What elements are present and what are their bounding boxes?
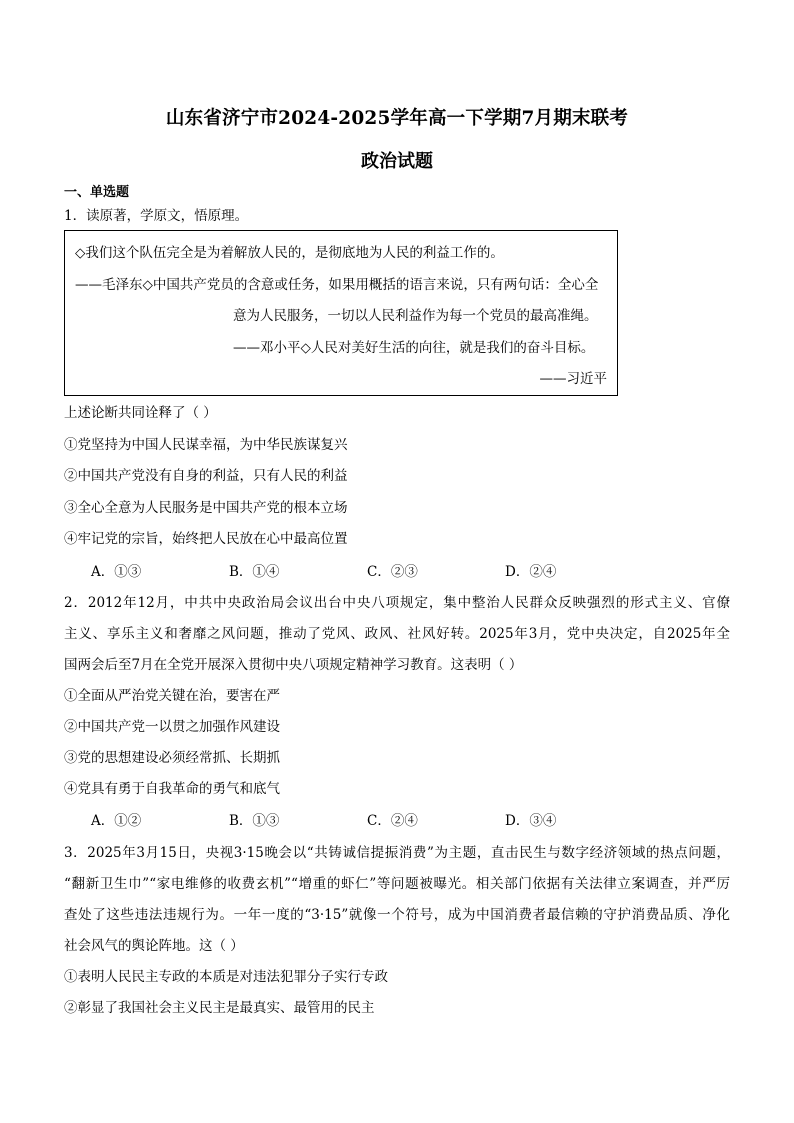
quote-line-2: ——毛泽东◇中国共产党员的含意或任务，如果用概括的语言来说，只有两句话：全心全 [75, 277, 599, 293]
q1-option-2: ②中国共产党没有自身的利益，只有人民的利益 [64, 468, 348, 484]
q1-choice-b[interactable]: B．①④ [229, 564, 280, 580]
q2-option-4: ④党具有勇于自我革命的勇气和底气 [64, 781, 280, 797]
q2-text-line-1: 2．2012年12月，中共中央政治局会议出台中央八项规定，集中整治人民群众反映强烈的形式主义、官僚 [64, 595, 730, 611]
quote-line-1: ◇我们这个队伍完全是为着解放人民的，是彻底地为人民的利益工作的。 [75, 245, 504, 261]
q3-text-line-1: 3．2025年3月15日，央视3·15晚会以“共铸诚信提振消费”为主题，直击民生与数字经济领域的热点问题， [64, 845, 730, 861]
quote-line-4: ——邓小平◇人民对美好生活的向往，就是我们的奋斗目标。 [233, 340, 595, 356]
q2-option-3: ③党的思想建设必须经常抓、长期抓 [64, 750, 280, 766]
q2-option-1: ①全面从严治党关键在治，要害在严 [64, 688, 280, 704]
q3-text-line-4: 社会风气的舆论阵地。这（ ） [64, 938, 244, 954]
q1-option-4: ④牢记党的宗旨，始终把人民放在心中最高位置 [64, 531, 348, 547]
q2-text-line-2: 主义、享乐主义和奢靡之风问题，推动了党风、政风、社风好转。2025年3月，党中央决定，自2025年全 [64, 626, 730, 642]
section-heading: 一、单选题 [64, 185, 130, 200]
q2-text-line-3: 国两会后至7月在全党开展深入贯彻中央八项规定精神学习教育。这表明（ ） [64, 657, 523, 673]
q2-choice-c[interactable]: C．②④ [367, 813, 418, 829]
q1-choices [91, 562, 643, 582]
q2-choice-d[interactable]: D．③④ [505, 813, 557, 829]
q3-text-line-3: 查处了这些违法违规行为。一年一度的“3·15”就像一个符号，成为中国消费者最信赖的守护消费品质、净化 [64, 907, 730, 923]
q1-choice-c[interactable]: C．②③ [367, 564, 418, 580]
q1-ask: 上述论断共同诠释了（ ） [64, 405, 217, 421]
q1-choice-d[interactable]: D．②④ [505, 564, 557, 580]
q1-stem: 1．读原著，学原文，悟原理。 [64, 208, 249, 224]
quote-line-5: ——习近平 [539, 371, 607, 387]
page-subtitle: 政治试题 [361, 151, 433, 172]
q2-choices [91, 811, 643, 831]
quote-line-3: 意为人民服务，一切以人民利益作为每一个党员的最高准绳。 [233, 308, 598, 324]
quote-box [64, 230, 618, 396]
q3-text-line-2: “翻新卫生巾”“家电维修的收费玄机”“增重的虾仁”等问题被曝光。相关部门依据有关法律立案调查，并严厉 [64, 876, 730, 892]
q1-option-1: ①党坚持为中国人民谋幸福，为中华民族谋复兴 [64, 437, 348, 453]
q1-choice-a[interactable]: A．①③ [91, 564, 142, 580]
page-title: 山东省济宁市2024-2025学年高一下学期7月期末联考 [165, 108, 629, 129]
q3-option-2: ②彰显了我国社会主义民主是最真实、最管用的民主 [64, 1000, 375, 1016]
q1-option-3: ③全心全意为人民服务是中国共产党的根本立场 [64, 500, 348, 516]
q3-option-1: ①表明人民民主专政的本质是对违法犯罪分子实行专政 [64, 969, 388, 985]
q2-option-2: ②中国共产党一以贯之加强作风建设 [64, 719, 280, 735]
q2-choice-a[interactable]: A．①② [91, 813, 142, 829]
q2-choice-b[interactable]: B．①③ [229, 813, 280, 829]
